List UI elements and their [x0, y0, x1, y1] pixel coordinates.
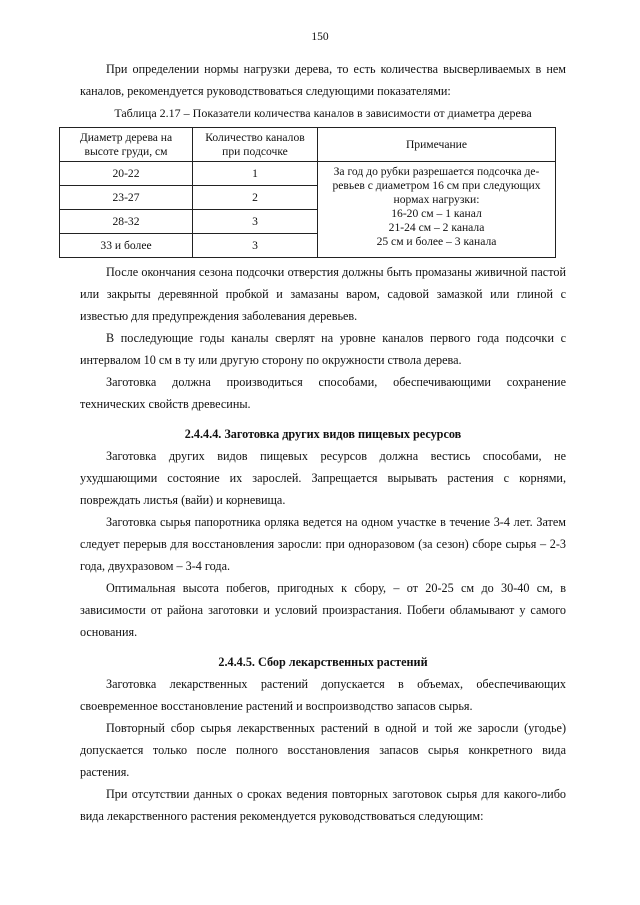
paragraph-technical: Заготовка должна производиться способами, обеспечивающими сохранение технических свойств древесины.: [80, 375, 566, 411]
paragraph-shoot-height: Оптимальная высота побегов, пригодных к сбору, – от 20-25 см до 30-40 см, в зависимости от района заготовки и условий произрастания. Побеги обламывают у самого основания.: [80, 581, 566, 639]
table-row: [60, 162, 556, 186]
intro-paragraph: При определении нормы нагрузки дерева, то есть количества высверливаемых в нем каналов, рекомендуется руководствоваться следующими показателями:: [80, 62, 566, 98]
header-note: Примечание: [318, 128, 556, 162]
header-channels: Количество каналов при подсочке: [193, 128, 318, 162]
cell-diameter: 33 и более: [60, 234, 193, 258]
note-line: 21-24 см – 2 канала: [388, 221, 485, 234]
cell-channels: 3: [193, 210, 318, 234]
section-heading-2444: 2.4.4.4. Заготовка других видов пищевых ресурсов: [184, 427, 462, 441]
cell-diameter: 23-27: [60, 186, 193, 210]
paragraph-fern: Заготовка сырья папоротника орляка ведется на одном участке в течение 3-4 лет. Затем следует перерыв для восстановления заросли: при одноразовом (за сезон) сборе сырья – 2-3 года, двухразовом – 3-4 года.: [80, 515, 566, 573]
note-line: За год до рубки разрешается подсочка де-: [333, 165, 540, 178]
cell-diameter: 28-32: [60, 210, 193, 234]
cell-channels: 2: [193, 186, 318, 210]
table-caption: Таблица 2.17 – Показатели количества каналов в зависимости от диаметра дерева: [114, 106, 532, 120]
paragraph-sealing: После окончания сезона подсочки отверстия должны быть промазаны живичной пастой или закрыты деревянной пробкой и замазаны варом, садовой замазкой или глиной с известью для предупреждения заболевания деревьев.: [80, 265, 566, 323]
paragraph-no-data: При отсутствии данных о сроках ведения повторных заготовок сырья для какого-либо вида лекарственного растения рекомендуется руководствоваться следующим:: [80, 787, 566, 823]
paragraph-food-resources: Заготовка других видов пищевых ресурсов должна вестись способами, не ухудшающими состояние их зарослей. Запрещается вырывать растения с корнями, повреждать листья (вайи) и корневища.: [80, 449, 566, 507]
note-cell: [318, 162, 556, 258]
cell-channels: 1: [193, 162, 318, 186]
paragraph-next-years: В последующие годы каналы сверлят на уровне каналов первого года подсочки с интервалом 10 см в ту или другую сторону по окружности ствола дерева.: [80, 331, 566, 367]
section-heading-2445: 2.4.4.5. Сбор лекарственных растений: [218, 655, 428, 669]
cell-channels: 3: [193, 234, 318, 258]
cell-diameter: 20-22: [60, 162, 193, 186]
channels-table: [59, 127, 556, 258]
note-line: 16-20 см – 1 канал: [391, 207, 482, 220]
note-line: ревьев с диаметром 16 см при следующих: [332, 179, 541, 192]
note-line: 25 см и более – 3 канала: [376, 235, 497, 248]
note-line: нормах нагрузки:: [393, 193, 480, 206]
table-header-row: [60, 128, 556, 162]
header-diameter: Диаметр дерева на высоте груди, см: [60, 128, 193, 162]
page-number: 150: [311, 31, 329, 43]
paragraph-repeat-harvest: Повторный сбор сырья лекарственных растений в одной и той же заросли (угодье) допускается только после полного восстановления запасов сырья конкретного вида растения.: [80, 721, 566, 779]
paragraph-medicinal-volume: Заготовка лекарственных растений допускается в объемах, обеспечивающих своевременное восстановление растений и воспроизводство запасов сырья.: [80, 677, 566, 713]
